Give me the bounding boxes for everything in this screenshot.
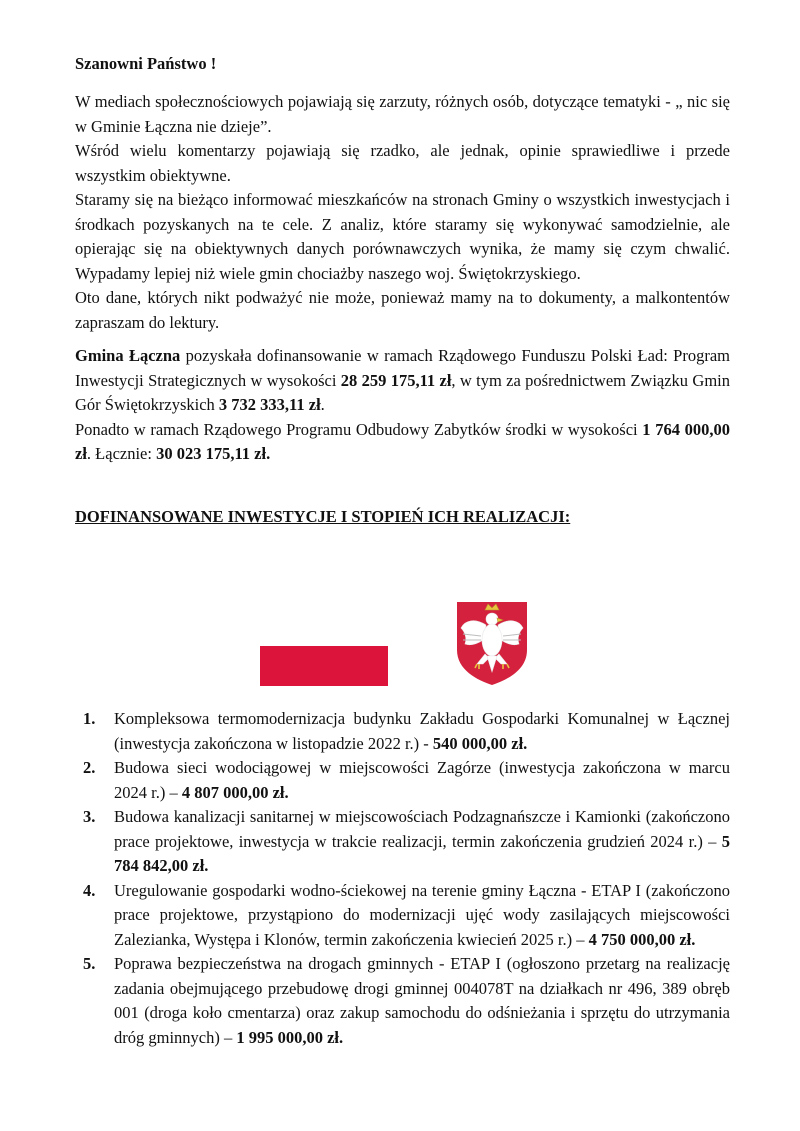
polish-eagle-emblem-icon [455,600,529,686]
list-item [75,952,730,1050]
list-number: 4. [83,880,96,900]
list-item [75,756,730,805]
intro-section [75,90,730,335]
funding-amount: 28 259 175,11 zł [340,370,452,390]
section-title: DOFINANSOWANE INWESTYCJE I STOPIEŃ ICH REALIZACJI: [75,506,571,526]
investment-description: Budowa kanalizacji sanitarnej w miejscowościach Podzagnańszcze i Kamionki (zakończono prace projektowe, inwestycja w trakcie realizacji, termin zakończenia grudzień 2024 r.) – [114,807,730,851]
list-number: 3. [83,807,96,826]
intro-paragraph: W mediach społecznościowych pojawiają się zarzuty, różnych osób, dotyczące tematyki - „ nic się w Gminie Łączna nie dzieje”. [75,92,730,136]
investment-description: Uregulowanie gospodarki wodno-ściekowej na terenie gminy Łączna - ETAP I (zakończono prace projektowe, przystąpiono do modernizacji ujęć wody zasilających miejscowości Zalezianka, Występa i Klonów, termin zakończenia kwiecień 2025 r.) – [114,880,730,949]
investment-list [75,707,730,1050]
greeting: Szanowni Państwo ! [75,54,217,73]
funding-section [75,344,730,467]
investment-amount: 4 807 000,00 zł. [181,782,289,802]
funding-amount: 1 764 000,00 zł [75,419,730,463]
list-text [114,879,730,953]
list-text [114,805,730,879]
intro-paragraph: Oto dane, których nikt podważyć nie może, ponieważ mamy na to dokumenty, a malkontentów zapraszam do lektury. [75,288,730,332]
funding-amount: 3 732 333,11 zł [218,395,321,414]
funding-text: , w tym za pośrednictwem Związku Gmin Gór Świętokrzyskich [75,370,730,414]
investment-amount: 4 750 000,00 zł. [588,929,696,949]
funding-text: Ponadto w ramach Rządowego Programu Odbudowy Zabytków środki w wysokości [75,419,643,439]
funding-total: 30 023 175,11 zł. [156,444,271,463]
municipality-name: Gmina Łączna [75,346,181,365]
list-item [75,707,730,756]
document-body [75,54,730,527]
investment-amount: 5 784 842,00 zł. [114,831,730,875]
investment-amount: 540 000,00 zł. [432,733,528,753]
intro-paragraph: Wśród wielu komentarzy pojawiają się rzadko, ale jednak, opinie sprawiedliwe i przede wszystkim obiektywne. [75,141,730,185]
intro-paragraph: Staramy się na bieżąco informować mieszkańców na stronach Gminy o wszystkich inwestycjach i środkach pozyskanych na te cele. Z analiz, które staramy się wykonywać samodzielnie, ale opierając się na obiektywnych danych porównawczych wynika, że mamy się czym chwalić. Wypadamy lepiej niż wiele gmin chociażby naszego woj. Świętokrzyskiego. [75,190,730,283]
funding-text: . Łącznie: [86,444,157,463]
funding-text: pozyskała dofinansowanie w ramach Rządowego Funduszu Polski Ład: Program Inwestycji Strategicznych w wysokości [75,346,730,390]
list-number: 5. [83,954,96,973]
polish-flag-icon [260,646,388,686]
list-text [114,707,730,756]
list-item [75,805,730,879]
funding-paragraph [75,418,730,467]
investment-description: Kompleksowa termomodernizacja budynku Zakładu Gospodarki Komunalnej w Łącznej (inwestycja zakończona w listopadzie 2022 r.) - [114,709,730,753]
list-number: 1. [83,709,96,728]
investment-description: Budowa sieci wodociągowej w miejscowości Zagórze (inwestycja zakończona w marcu 2024 r.) – [114,758,730,802]
investment-description: Poprawa bezpieczeństwa na drogach gminnych - ETAP I (ogłoszono przetarg na realizację zadania obejmującego przebudowę drogi gminnej 004078T na działkach nr 496, 389 obręb 001 (droga koło cmentarza) oraz zakup samochodu do odśnieżania i sprzętu do utrzymania dróg gminnych) – [114,954,730,1047]
list-text [114,756,730,805]
list-item [75,879,730,953]
investment-amount: 1 995 000,00 zł. [236,1027,344,1047]
funding-paragraph [75,344,730,418]
list-text [114,952,730,1050]
funding-text: . [320,395,325,414]
list-number: 2. [83,758,96,777]
